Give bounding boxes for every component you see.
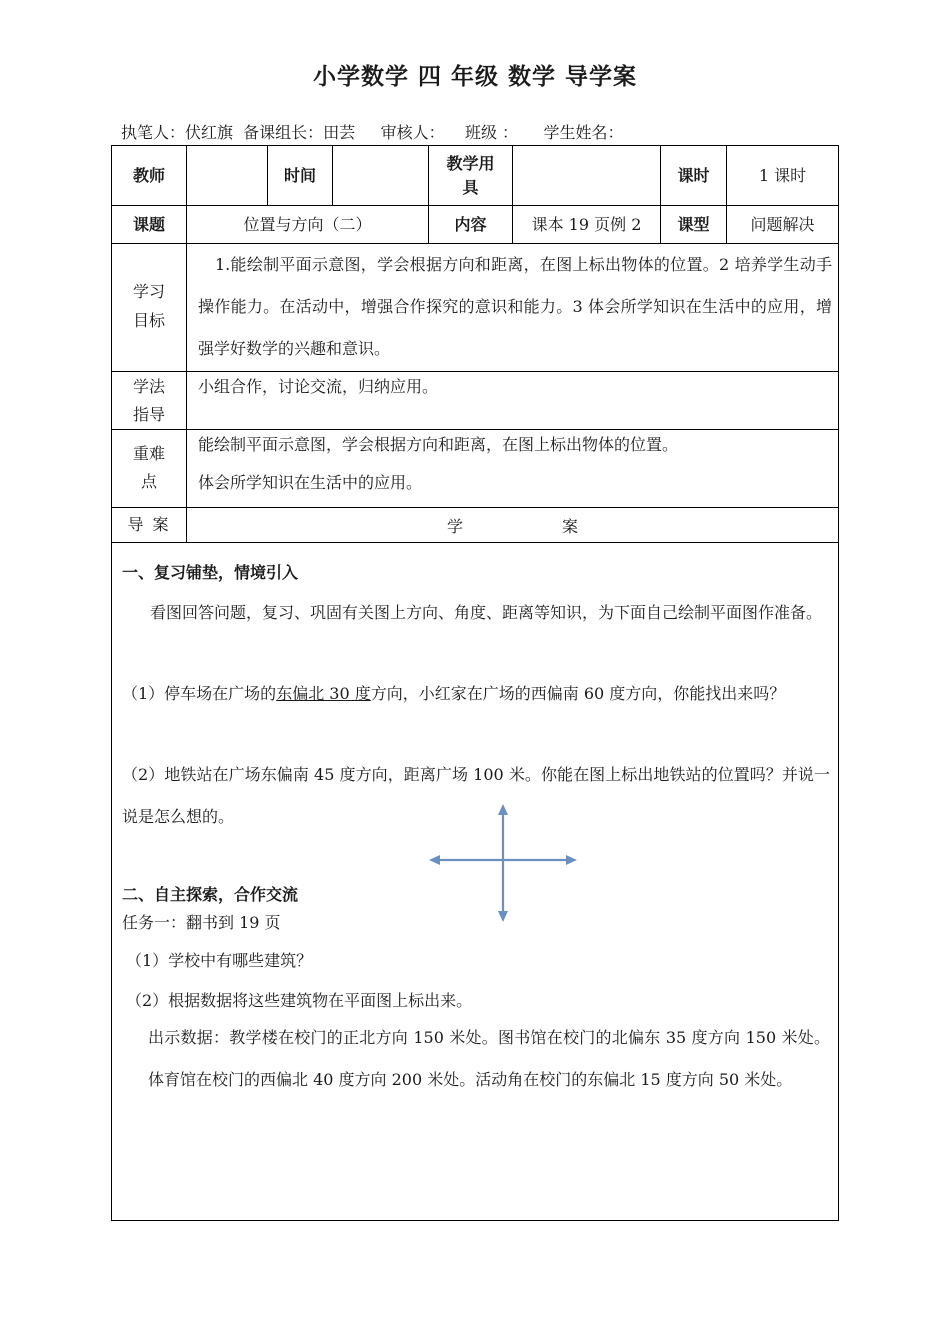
method-label: 学法指导	[132, 376, 165, 424]
underlined-direction: 东偏北 30 度	[276, 684, 371, 703]
study-char-left: 学	[447, 517, 464, 536]
section1-heading: 一、复习铺垫，情境引入	[122, 563, 299, 582]
content-value: 课本 19 页例 2	[531, 214, 642, 234]
tools-value	[513, 146, 660, 205]
section1-question1: （1）停车场在广场的东偏北 30 度方向，小红家在广场的西偏南 60 度方向，你能找出来吗？	[122, 684, 786, 703]
task1-text: 任务一：翻书到 19 页	[122, 913, 281, 932]
type-value: 问题解决	[750, 214, 815, 234]
content-label: 内容	[454, 214, 487, 234]
topic-label: 课题	[132, 214, 165, 234]
time-value	[333, 146, 428, 205]
period-value: 1 课时	[758, 165, 807, 185]
keypoints-label: 重难点	[132, 444, 165, 491]
guide-label: 导 案	[127, 515, 171, 534]
study-char-right: 案	[562, 517, 579, 536]
teacher-value	[187, 146, 267, 205]
section1-question2: （2）地铁站在广场东偏南 45 度方向，距离广场 100 米。你能在图上标出地铁站的位置吗？并说一说是怎么想的。	[122, 765, 830, 826]
topic-value: 位置与方向（二）	[243, 214, 372, 234]
keypoints-line2: 体会所学知识在生活中的应用。	[198, 473, 423, 492]
direction-cross-icon	[429, 804, 577, 922]
section1-intro: 看图回答问题，复习、巩固有关图上方向、角度、距离等知识，为下面自己绘制平面图作准备。	[150, 603, 823, 622]
period-label: 课时	[677, 165, 710, 185]
section2-question2: （2）根据数据将这些建筑物在平面图上标出来。	[126, 991, 473, 1010]
time-label: 时间	[283, 165, 316, 185]
page-title: 小学数学 四 年级 数学 导学案	[312, 63, 638, 90]
lesson-table	[111, 145, 839, 1221]
type-label: 课型	[677, 214, 710, 234]
section2-question1: （1）学校中有哪些建筑？	[126, 951, 313, 970]
goals-label: 学习目标	[132, 282, 165, 330]
keypoints-line1: 能绘制平面示意图，学会根据方向和距离，在图上标出物体的位置。	[198, 435, 679, 454]
teacher-label: 教师	[132, 165, 165, 185]
tools-label: 教学用具	[446, 153, 495, 197]
goals-text: 1.能绘制平面示意图，学会根据方向和距离，在图上标出物体的位置。2 培养学生动手操作能力。在活动中，增强合作探究的意识和能力。3 体会所学知识在生活中的应用，增强学好数学的兴趣和意识。	[198, 255, 832, 358]
author-line: 执笔人：伏红旗 备课组长：田芸 审核人： 班级 ： 学生姓名：	[121, 123, 624, 142]
method-text: 小组合作，讨论交流，归纳应用。	[198, 377, 439, 396]
section2-data-text: 出示数据：教学楼在校门的正北方向 150 米处。图书馆在校门的北偏东 35 度方向 150 米处。体育馆在校门的西偏北 40 度方向 200 米处。活动角在校门的东偏北 15 度方向 50 米处。	[148, 1028, 830, 1089]
section2-heading: 二、自主探索，合作交流	[122, 885, 299, 904]
